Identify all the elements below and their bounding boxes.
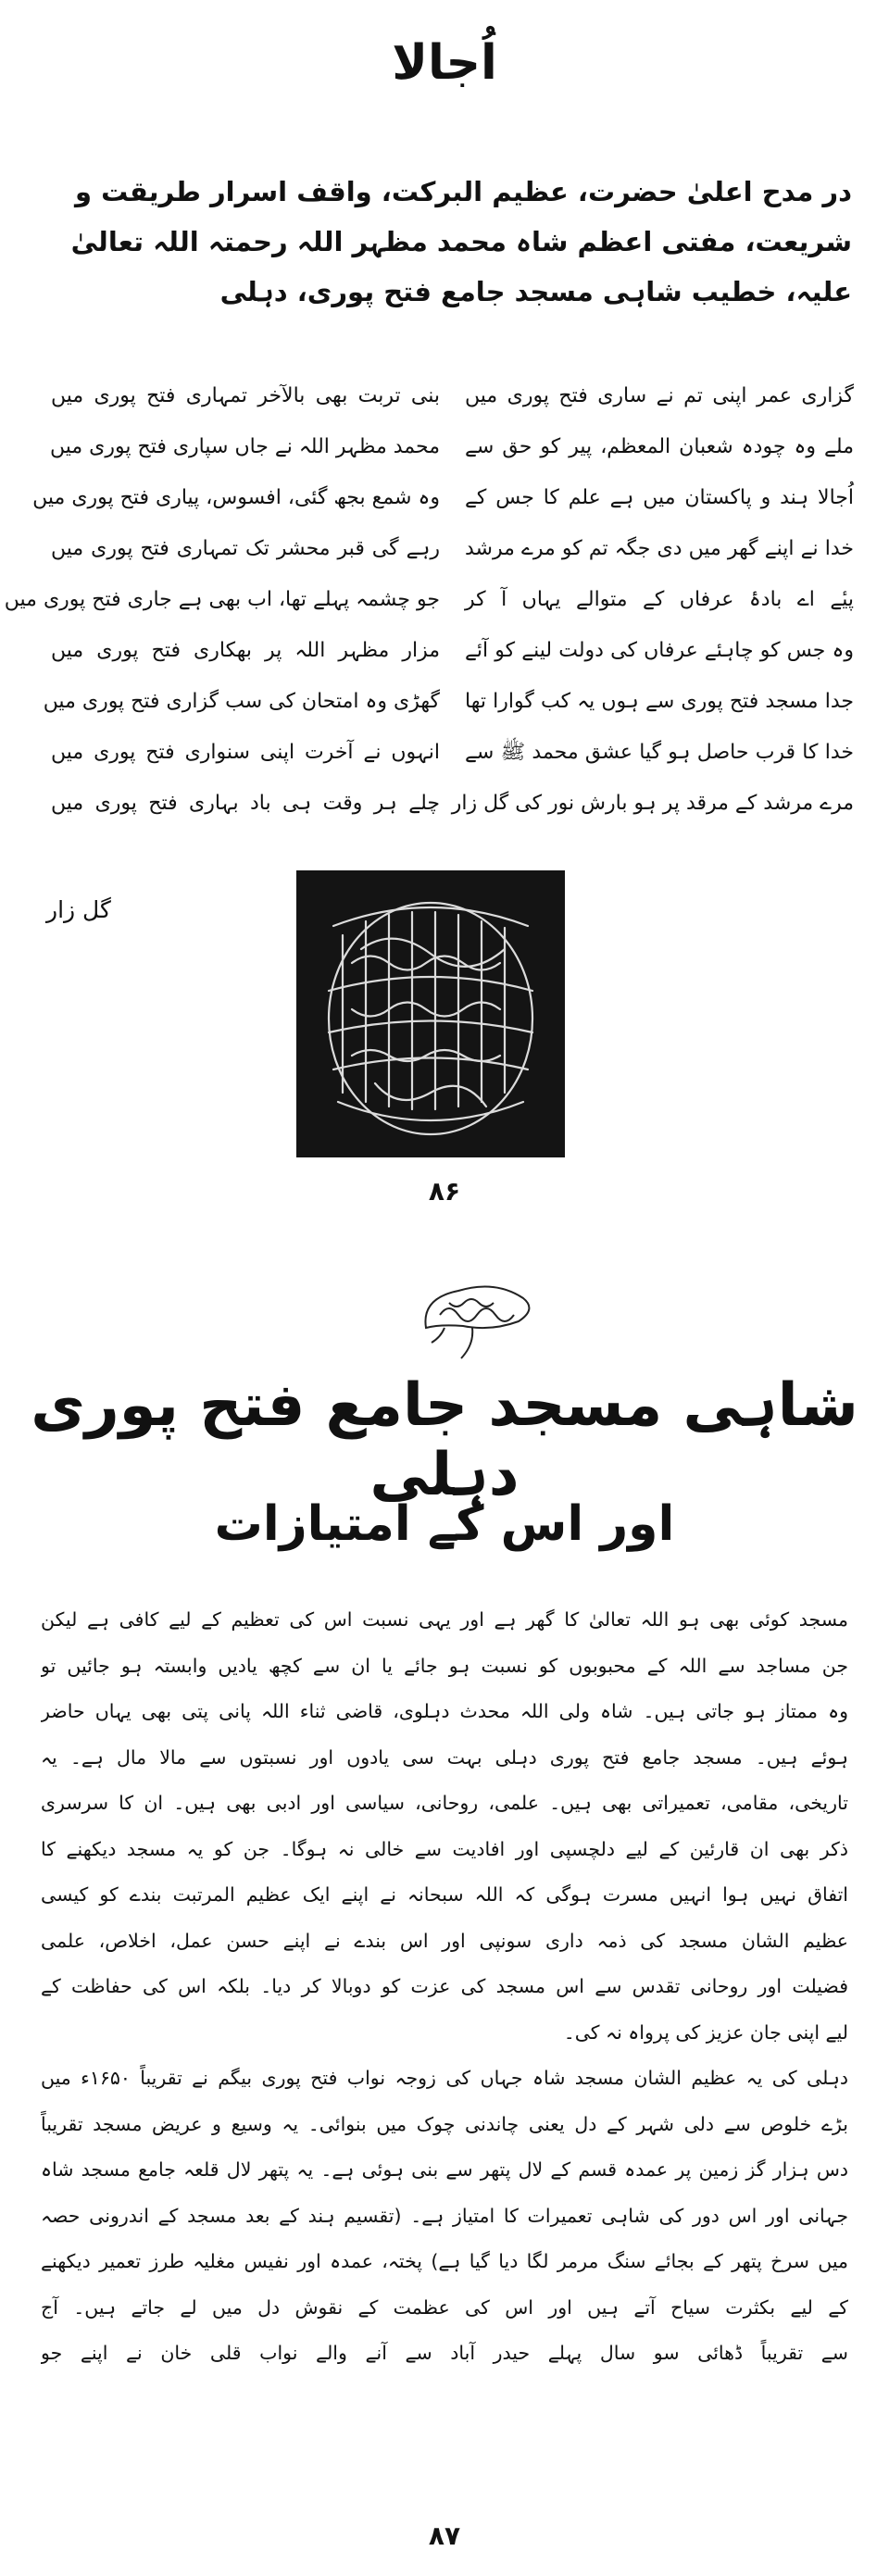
verse-line: گھڑی وہ امتحان کی سب گزاری فتح پوری میں: [43, 690, 440, 713]
poem-dedication: در مدح اعلیٰ حضرت، عظیم البرکت، واقف اسرار طریقت و شریعت، مفتی اعظم شاہ محمد مظہر اللہ رحمتہ اللہ تعالیٰ علیہ، خطیب شاہی مسجد جامع فتح پوری، دہلی: [70, 176, 852, 307]
verse-line: محمد مظہر اللہ نے جاں سپاری فتح پوری میں: [50, 435, 440, 458]
verse-line: وہ جس کو چاہئے عرفاں کی دولت لینے کو آئے: [465, 639, 854, 662]
poem-verses: [4, 370, 854, 852]
body-line: میں سرخ پتھر کے بجائے سنگ مرمر لگا دیا گیا ہے) پختہ، عمدہ اور نفیس مغلیہ طرز تعمیر دیکھنے: [41, 2250, 848, 2272]
body-line: وہ ممتاز ہو جاتی ہیں۔ شاہ ولی اللہ محدث دہلوی، قاضی ثناء اللہ پانی پتی بھی یہاں حاضر: [41, 1700, 848, 1722]
verse-line: انہوں نے آخرت اپنی سنواری فتح پوری میں: [51, 741, 440, 764]
body-line: فضیلت اور روحانی تقدس سے اس مسجد کی عزت کو دوبالا کر دیا۔ بلکہ اس کی حفاظت کے: [41, 1975, 848, 1997]
verse-line: وہ شمع بجھ گئی، افسوس، پیاری فتح پوری میں: [32, 486, 440, 509]
poem-title: اُجالا: [392, 35, 497, 91]
body-line: ہوئے ہیں۔ مسجد جامع فتح پوری دہلی بہت سی یادوں اور نسبتوں سے مالا مال ہے۔ یہ: [41, 1745, 848, 1769]
verse-line: اُجالا ہند و پاکستان میں ہے علم کا جس کے: [465, 486, 854, 509]
body-line: بڑے خلوص سے دلی شہر کے دل یعنی چاندنی چوک میں بنوائی۔ یہ وسیع و عریض مسجد تقریباً: [41, 2112, 848, 2135]
body-line: ذکر بھی ان قارئین کے لیے دلچسپی اور افادیت سے خالی نہ ہوگا۔ جن کو یہ مسجد دیکھنے کا: [41, 1837, 848, 1860]
calligraphy-image: [296, 870, 565, 1157]
verse-line: چلے ہر وقت ہی باد بہاری فتح پوری میں: [51, 792, 440, 815]
body-line: سے تقریباً ڈھائی سو سال پہلے حیدر آباد سے آنے والے نواب قلی خان نے اپنے جو: [41, 2342, 848, 2364]
verse-line: جدا مسجد فتح پوری سے ہوں یہ کب گوارا تھا: [465, 690, 854, 713]
article-body: [41, 1597, 848, 2377]
verse-line: خدا کا قرب حاصل ہو گیا عشق محمد ﷺ سے: [465, 741, 854, 764]
page-number: ۸۷: [428, 2520, 461, 2551]
body-line: اتفاق نہیں ہوا انہیں مسرت ہوگی کہ اللہ سبحانہ نے اپنے ایک عظیم المرتبت بندے کو کیسی: [41, 1883, 848, 1906]
verse-column-right: [451, 370, 854, 829]
verse-line: مزار مظہر اللہ پر بھکاری فتح پوری میں: [51, 639, 440, 662]
article-subtitle: اور اس کے امتیازات: [214, 1496, 675, 1552]
article-title: شاہی مسجد جامع فتح پوری دہلی: [31, 1371, 858, 1509]
verse-line: گزاری عمر اپنی تم نے ساری فتح پوری میں: [465, 384, 854, 407]
page-number: ۸۶: [428, 1176, 461, 1207]
verse-line: خدا نے اپنے گھر میں دی جگہ تم کو مرے مرشد: [465, 537, 854, 560]
body-line: مسجد کوئی بھی ہو اللہ تعالیٰ کا گھر ہے اور یہی نسبت اس کی تعظیم کے لیے کافی ہے لیکن: [41, 1608, 848, 1631]
verse-line: بنی تربت بھی بالآخر تمہاری فتح پوری میں: [51, 384, 440, 407]
verse-line: جو چشمہ پہلے تھا، اب بھی ہے جاری فتح پوری میں: [4, 588, 440, 611]
body-line: دہلی کی یہ عظیم الشان مسجد شاہ جہاں کی زوجہ نواب فتح پوری بیگم نے تقریباً ۱۶۵۰ء میں: [41, 2067, 848, 2089]
verse-line: رہے گی قبر محشر تک تمہاری فتح پوری میں: [51, 537, 440, 560]
body-line: لیے اپنی جان عزیز کی پرواہ نہ کی۔: [563, 2020, 848, 2044]
body-line: دس ہزار گز زمین پر عمدہ قسم کے لال پتھر سے بنی ہوئی ہے۔ یہ پتھر لال قلعہ جامع مسجد شاہ: [41, 2158, 848, 2181]
verse-line: مرے مرشد کے مرقد پر ہو بارش نور کی گل زار: [451, 792, 854, 815]
verse-line: ملے وہ چودہ شعبان المعظم، پیر کو حق سے: [465, 435, 854, 458]
body-line: تاریخی، مقامی، تعمیراتی بھی ہیں۔ علمی، روحانی، سیاسی اور ادبی بھی ہیں۔ ان کا سرسری: [41, 1792, 848, 1814]
body-line: کے لیے بکثرت سیاح آتے ہیں اور اس کی عظمت کے نقوش دل میں لے جاتے ہیں۔ آج: [41, 2295, 848, 2319]
page-86: [0, 0, 889, 1222]
calligraphic-emblem-icon: [407, 1270, 546, 1363]
body-line: جہانی اور اس دور کی شاہی تعمیرات کا امتیاز ہے۔ (تقسیم ہند کے بعد مسجد کے اندرونی حصہ: [41, 2204, 848, 2227]
body-line: جن مساجد سے اللہ کے محبوبوں کو نسبت ہو جائے یا ان سے کچھ یادیں وابستہ ہو جائیں تو: [41, 1654, 848, 1677]
poet-name: گل زار: [46, 896, 111, 923]
calligraphy-artwork: [296, 870, 565, 1157]
body-line: عظیم الشان مسجد کی ذمہ داری سونپی اور اس بندے نے اپنے حسن عمل، اخلاص، علمی: [41, 1929, 848, 1952]
page-87: [0, 1222, 889, 2576]
verse-column-left: [4, 370, 440, 829]
verse-line: پیٔے اے بادۂ عرفاں کے متوالے یہاں آ کر: [465, 588, 854, 611]
